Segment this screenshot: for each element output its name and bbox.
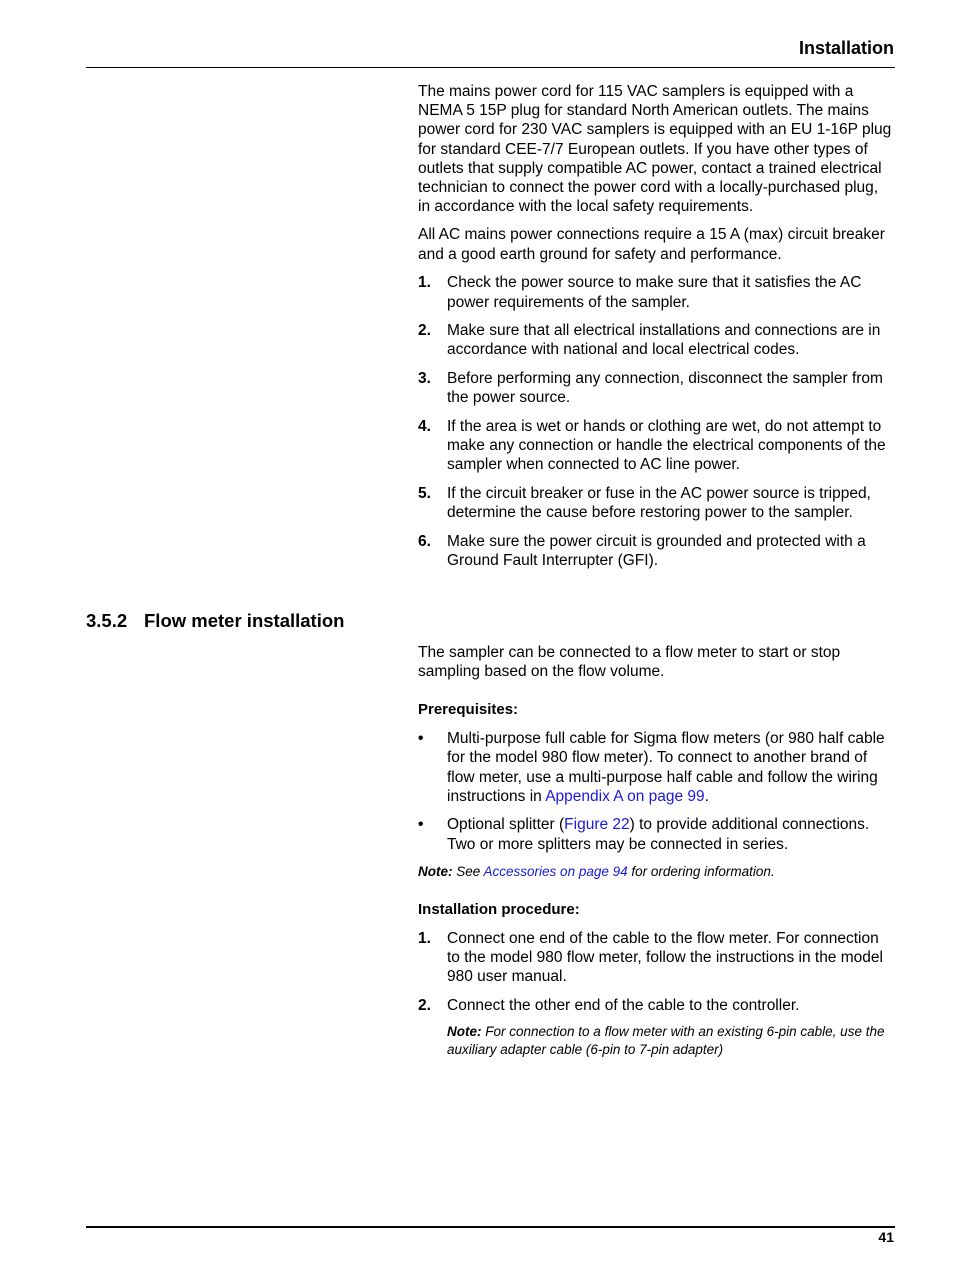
step-number: 5. [418,485,431,503]
prerequisites-list [418,729,894,854]
bullet-text-end: . [704,787,709,805]
step-text: Connect the other end of the cable to the controller. [447,996,800,1014]
figure-22-link[interactable]: Figure 22 [564,816,630,834]
power-paragraph-2: All AC mains power connections require a 15 A (max) circuit breaker and a good earth ground for safety and performance. [418,226,885,263]
note-label: Note: [447,1023,482,1039]
step-number: 1. [418,274,431,292]
bullet-icon: • [418,730,424,748]
step-number: 4. [418,418,431,436]
procedure-steps-list [418,929,894,1059]
step-number: 6. [418,533,431,551]
section-title: Flow meter installation [144,610,345,631]
footer-rule [86,1226,895,1228]
list-item [418,996,894,1059]
ordering-note [418,863,894,881]
list-item [418,369,894,407]
list-item [418,321,894,359]
list-item [418,417,894,475]
step-text: Check the power source to make sure that it satisfies the AC power requirements of the sampler. [447,274,862,311]
header-rule [86,67,895,68]
flow-section [418,643,894,1059]
power-section [418,82,894,570]
flow-intro: The sampler can be connected to a flow meter to start or stop sampling based on the flow volume. [418,644,841,681]
note-label: Note: [418,863,453,879]
appendix-a-link[interactable]: Appendix A on page 99 [545,787,705,805]
accessories-link[interactable]: Accessories on page 94 [483,863,628,879]
step-number: 2. [418,322,431,340]
page-header-title: Installation [798,38,894,58]
power-paragraph-1: The mains power cord for 115 VAC samplers is equipped with a NEMA 5 15P plug for standard North American outlets. The mains power cord for 230 VAC samplers is equipped with an EU 1-16P plug for standard CEE-7/7 European outlets. If you have other types of outlets that supply compatible AC power, contact a trained electrical technician to connect the power cord with a locally-purchased plug, in accordance with the local safety requirements. [418,83,892,216]
list-item [418,729,894,806]
procedure-heading: Installation procedure: [418,900,580,918]
list-item [418,532,894,570]
list-item [418,815,894,853]
adapter-note [447,1023,894,1059]
list-item [418,484,894,522]
step-text: If the circuit breaker or fuse in the AC power source is tripped, determine the cause before restoring power to the sampler. [447,485,871,522]
step-text: Make sure the power circuit is grounded and protected with a Ground Fault Interrupter (GFI). [447,533,866,570]
step-number: 2. [418,996,431,1014]
step-text: If the area is wet or hands or clothing are wet, do not attempt to make any connection or handle the electrical components of the sampler when connected to AC line power. [447,418,886,474]
step-text: Before performing any connection, disconnect the sampler from the power source. [447,370,883,407]
section-number: 3.5.2 [86,610,128,631]
bullet-text: Optional splitter ( [447,816,565,834]
note-text-end: for ordering information. [627,863,775,879]
step-number: 3. [418,370,431,388]
bullet-icon: • [418,816,424,834]
step-number: 1. [418,929,431,947]
prerequisites-heading: Prerequisites: [418,701,519,719]
bullet-text: Multi-purpose full cable for Sigma flow meters (or 980 half cable for the model 980 flow meter). To connect to another brand of flow meter, use a multi-purpose half cable and follow the wiring instructions in [447,730,885,805]
step-text: Connect one end of the cable to the flow meter. For connection to the model 980 flow meter, follow the instructions in the model 980 user manual. [447,929,883,985]
note-text: See [452,863,484,879]
step-text: Make sure that all electrical installations and connections are in accordance with national and local electrical codes. [447,322,881,359]
section-heading [86,610,344,632]
bullet-text-end: ) to provide additional connections. Two or more splitters may be connected in series. [447,816,870,853]
note-text: For connection to a flow meter with an existing 6-pin cable, use the auxiliary adapter cable (6-pin to 7-pin adapter) [447,1023,885,1057]
list-item [418,929,894,987]
power-steps-list [418,273,894,570]
list-item [418,273,894,311]
page-number: 41 [878,1229,894,1245]
